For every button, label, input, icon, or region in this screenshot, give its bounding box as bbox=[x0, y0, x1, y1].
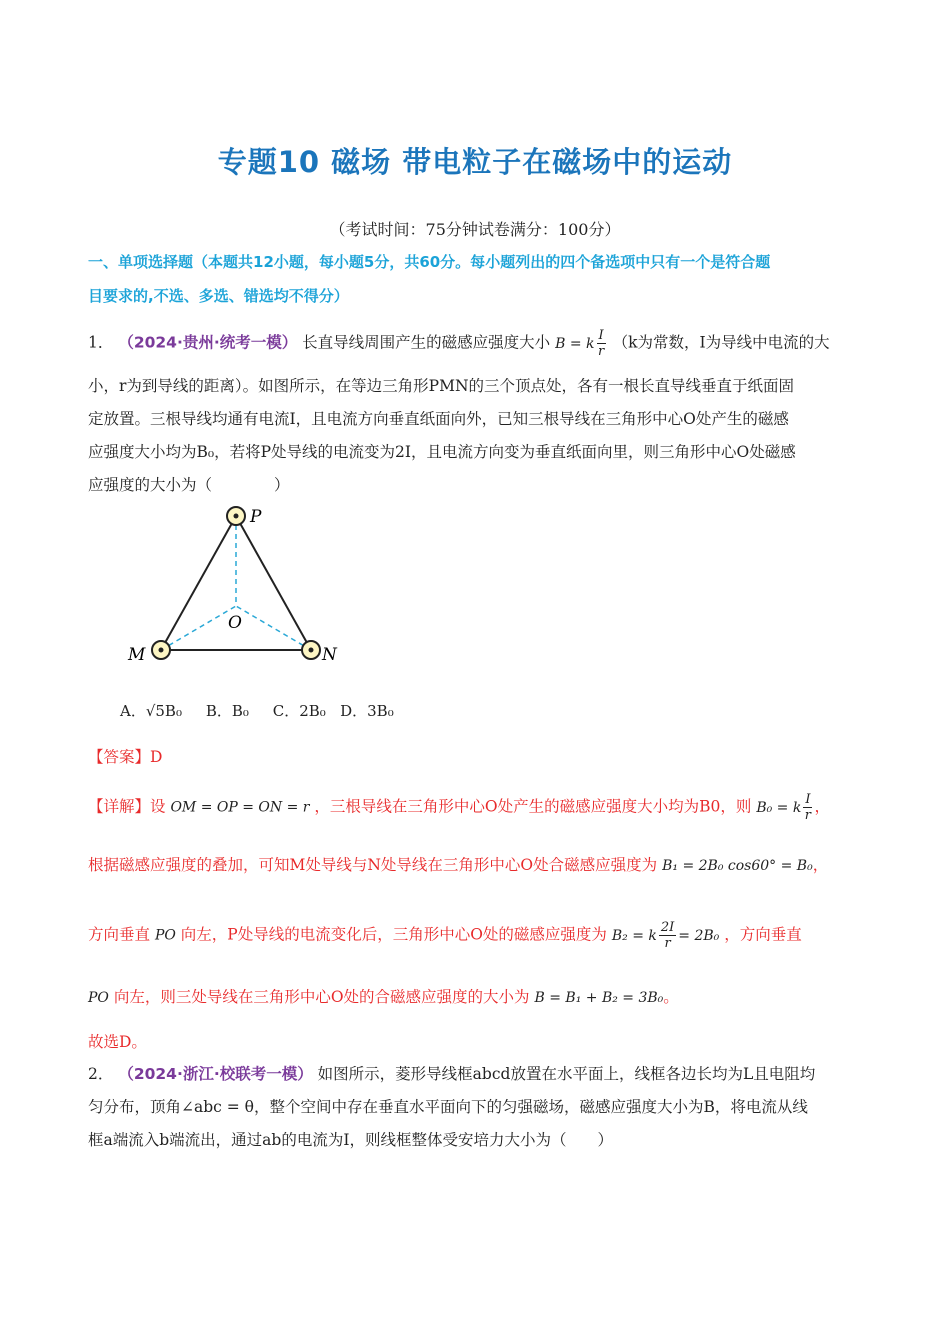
detail-text-3b: 向左，P处导线的电流变化后，三角形中心O处的磁感应强度为 bbox=[180, 925, 607, 944]
q1-line-1 bbox=[88, 328, 863, 359]
detail-text-1: ，三根导线在三角形中心O处产生的磁感应强度大小均为B0，则 bbox=[314, 797, 752, 816]
q2-line-3: 框a端流入b端流出，通过ab的电流为I，则线框整体受安培力大小为（ ） bbox=[88, 1131, 613, 1149]
q1-number: 1． bbox=[88, 333, 114, 352]
detail-text-4: 向左，则三处导线在三角形中心O处的合磁感应强度的大小为 bbox=[113, 988, 530, 1006]
formula-b2-rhs: = 2B₀ bbox=[678, 927, 720, 944]
label-n: N bbox=[322, 645, 337, 665]
formula-b1: B₁ = 2B₀ cos60° = B₀ bbox=[662, 858, 813, 874]
q1-source: （2024·贵州·统考一模） bbox=[118, 333, 298, 352]
q1-line-4: 应强度大小均为B₀，若将P处导线的电流变为2I，且电流方向变为垂直纸面向里，则三角形中心O处磁感 bbox=[88, 443, 796, 461]
formula-om-op-on: OM = OP = ON = r bbox=[170, 799, 310, 816]
wire-p-icon bbox=[227, 507, 245, 525]
q1-line-3: 定放置。三根导线均通有电流I，且电流方向垂直纸面向外，已知三根导线在三角形中心O处产生的磁感 bbox=[88, 410, 789, 428]
q1-detail-line-1: 【详解】设 OM = OP = ON = r ，三根导线在三角形中心O处产生的磁感应强度大小均为B0，则 B₀ = k $\frac{I}{r}$ ， bbox=[88, 792, 830, 823]
formula-b-total: B = B₁ + B₂ = 3B₀ bbox=[534, 990, 664, 1006]
q1-options bbox=[120, 700, 394, 721]
option-b[interactable]: B．B₀ bbox=[205, 702, 249, 720]
section-heading-line-2: 目要求的,不选、多选、错选均不得分） bbox=[88, 287, 349, 305]
q1-detail-line-5: 故选D。 bbox=[88, 1033, 147, 1051]
q1-detail-line-4: PO 向左，则三处导线在三角形中心O处的合磁感应强度的大小为 B = B₁ + B₂ = 3B₀。 bbox=[88, 988, 679, 1006]
exam-info: （考试时间：75分钟试卷满分：100分） bbox=[329, 220, 621, 239]
detail-text-3a: 方向垂直 bbox=[88, 925, 151, 944]
formula-b0-lhs: B₀ = k bbox=[756, 799, 802, 816]
page-title: 专题10 磁场 带电粒子在磁场中的运动 bbox=[217, 145, 733, 179]
q1-text-1b: （k为常数，I为导线中电流的大 bbox=[612, 333, 830, 352]
q1-detail-line-2: 根据磁感应强度的叠加，可知M处导线与N处导线在三角形中心O处合磁感应强度为 B₁ = 2B₀ cos60° = B₀， bbox=[88, 856, 829, 874]
wire-m-icon bbox=[152, 641, 170, 659]
formula-b2-lhs: B₂ = k bbox=[611, 927, 657, 944]
q2-text-1: 如图所示，菱形导线框abcd放置在水平面上，线框各边长均为L且电阻均 bbox=[317, 1065, 816, 1083]
q1-line-5: 应强度的大小为（ ） bbox=[88, 476, 290, 494]
q2-line-1 bbox=[88, 1062, 863, 1084]
q1-detail-line-3: 方向垂直 PO 向左，P处导线的电流变化后，三角形中心O处的磁感应强度为 B₂ = k $\frac{2I}{r}$ = 2B₀ ，方向垂直 bbox=[88, 920, 802, 951]
q1-text-1: 长直导线周围产生的磁感应强度大小 bbox=[302, 333, 551, 352]
label-p: P bbox=[250, 507, 262, 527]
detail-text-2: 根据磁感应强度的叠加，可知M处导线与N处导线在三角形中心O处合磁感应强度为 bbox=[88, 856, 658, 874]
label-m: M bbox=[128, 645, 146, 665]
q2-number: 2． bbox=[88, 1065, 114, 1083]
option-d[interactable]: D．3B₀ bbox=[340, 702, 394, 720]
q1-line-2: 小，r为到导线的距离）。如图所示，在等边三角形PMN的三个顶点处，各有一根长直导线垂直于纸面固 bbox=[88, 377, 795, 395]
label-o: O bbox=[228, 613, 242, 633]
option-c[interactable]: C．2B₀ bbox=[272, 702, 326, 720]
triangle-figure bbox=[120, 500, 360, 680]
q1-answer: 【答案】D bbox=[88, 748, 163, 766]
section-heading-line-1: 一、单项选择题（本题共12小题，每小题5分，共60分。每小题列出的四个备选项中只有一个是符合题 bbox=[88, 253, 771, 271]
formula-b-kir: B = k $\frac{I}{r}$ bbox=[555, 328, 605, 359]
detail-text-3c: ，方向垂直 bbox=[724, 925, 802, 944]
q2-line-2: 匀分布，顶角∠abc = θ，整个空间中存在垂直水平面向下的匀强磁场，磁感应强度大小为B，将电流从线 bbox=[88, 1098, 808, 1116]
option-a[interactable]: A．√5B₀ bbox=[120, 702, 182, 720]
po-symbol: PO bbox=[154, 927, 176, 944]
wire-n-icon bbox=[302, 641, 320, 659]
q2-source: （2024·浙江·校联考一模） bbox=[118, 1065, 313, 1083]
po-symbol: PO bbox=[88, 990, 109, 1006]
detail-label: 【详解】设 bbox=[88, 797, 166, 816]
